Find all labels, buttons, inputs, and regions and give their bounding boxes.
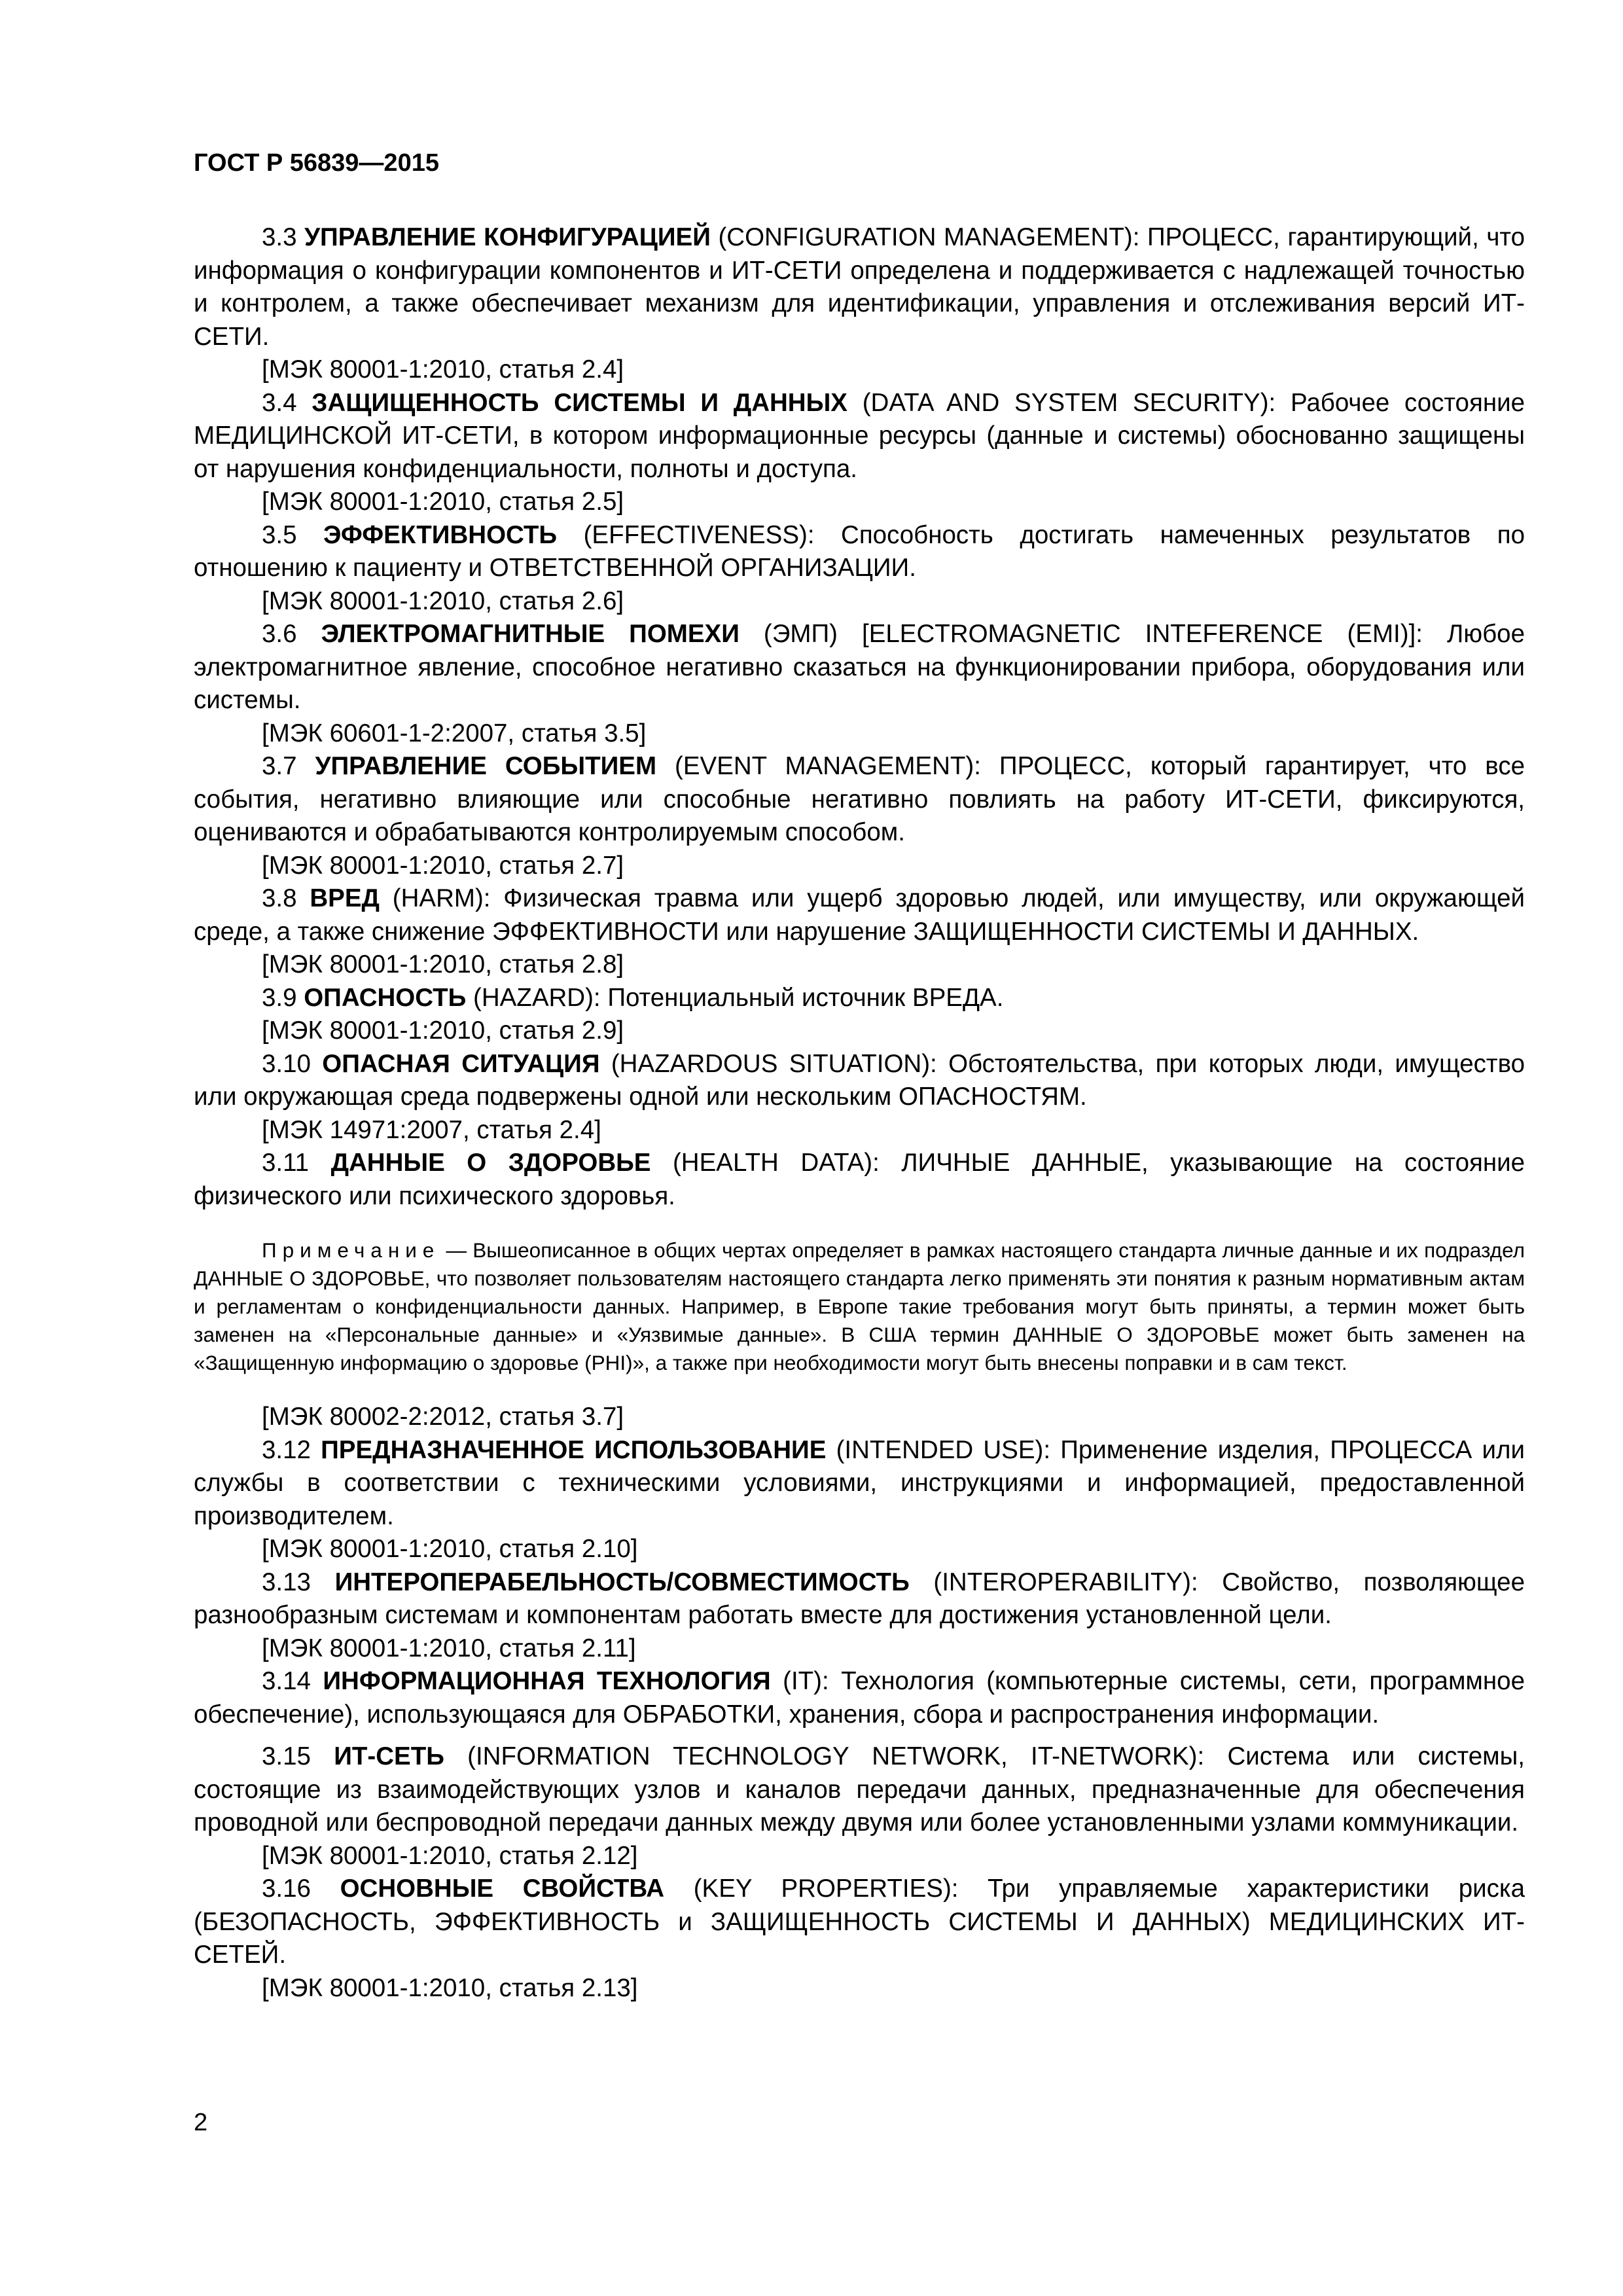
note-text: — Вышеописанное в общих чертах определяет в рамках настоящего стандарта личные данные и их подраздел ДАННЫЕ О ЗДОРОВЬЕ, что позволяет пользователям настоящего стандарта легко применять эти понятия к разным нормативным актам и регламентам о конфиденциальности данных. Например, в Европе такие требования могут быть приняты, а термин может быть заменен на «Персональные данные» и «Уязвимые данные». В США термин ДАННЫЕ О ЗДОРОВЬЕ может быть заменен на «Защищенную информацию о здоровье (PHI)», а также при необходимости могут быть внесены поправки и в сам текст. (194, 1238, 1525, 1374)
definition-3-8 (194, 882, 1525, 948)
definition-number: 3.3 (262, 223, 297, 251)
definition-term: ЗАЩИЩЕННОСТЬ СИСТЕМЫ И ДАННЫХ (312, 388, 847, 417)
definition-text: (INTEROPERABILITY): Свойство, позволяющее разнообразным системам и компонентам работать вместе для достижения установленной цели. (194, 1568, 1525, 1629)
definition-3-7 (194, 750, 1525, 850)
definition-text: (HARM): Физическая травма или ущерб здоровью людей, или имуществу, или окружающей среде, а также снижение ЭФФЕКТИВНОСТИ или нарушение ЗАЩИЩЕННОСТИ СИСТЕМЫ И ДАННЫХ. (194, 884, 1525, 946)
definition-number: 3.4 (262, 388, 297, 417)
definition-text: (DATA AND SYSTEM SECURITY): Рабочее состояние МЕДИЦИНСКОЙ ИТ-СЕТИ, в котором информационные ресурсы (данные и системы) обоснованно защищены от нарушения конфиденциальности, полноты и доступа. (194, 388, 1525, 483)
definition-3-6 (194, 618, 1525, 717)
definition-term: ОПАСНАЯ СИТУАЦИЯ (322, 1049, 600, 1078)
definition-reference: [МЭК 80001-1:2010, статья 2.11] (262, 1634, 636, 1662)
definition-3-12 (194, 1434, 1525, 1534)
definition-number: 3.7 (262, 752, 297, 780)
definition-reference: [МЭК 80001-1:2010, статья 2.6] (262, 586, 624, 615)
document-body (194, 221, 1525, 2005)
definition-term: ИНФОРМАЦИОННАЯ ТЕХНОЛОГИЯ (323, 1667, 771, 1695)
definition-text: (ЭМП) [ELECTROMAGNETIC INTEFERENCE (EMI)]: Любое электромагнитное явление, способное негативно сказаться на функционировании прибора, оборудования или системы. (194, 620, 1525, 714)
definition-3-16 (194, 1873, 1525, 1972)
definition-term: ЭФФЕКТИВНОСТЬ (323, 520, 558, 549)
note-paragraph (194, 1236, 1525, 1377)
definition-term: УПРАВЛЕНИЕ КОНФИГУРАЦИЕЙ (304, 223, 711, 251)
definition-reference: [МЭК 60601-1-2:2007, статья 3.5] (262, 719, 647, 747)
definition-3-14 (194, 1665, 1525, 1731)
definition-reference: [МЭК 80001-1:2010, статья 2.8] (262, 950, 624, 978)
definition-number: 3.5 (262, 520, 297, 549)
definition-term: УПРАВЛЕНИЕ СОБЫТИЕМ (315, 752, 657, 780)
definition-term: ОСНОВНЫЕ СВОЙСТВА (340, 1874, 665, 1903)
definition-term: ЭЛЕКТРОМАГНИТНЫЕ ПОМЕХИ (321, 620, 740, 648)
definition-number: 3.16 (262, 1874, 311, 1903)
definition-3-15 (194, 1740, 1525, 1840)
definition-text: (INFORMATION TECHNOLOGY NETWORK, IT-NETWORK): Система или системы, состоящие из взаимодействующих узлов и каналов передачи данных, предназначенные для обеспечения проводной или беспроводной передачи данных между двумя или более установленными узлами коммуникации. (194, 1742, 1525, 1837)
definition-text: (CONFIGURATION MANAGEMENT): ПРОЦЕСС, гарантирующий, что информация о конфигурации компонентов и ИТ-СЕТИ определена и поддерживается с надлежащей точностью и контролем, а также обеспечивает механизм для идентификации, управления и отслеживания версий ИТ-СЕТИ. (194, 223, 1525, 351)
definition-text: (HAZARDOUS SITUATION): Обстоятельства, при которых люди, имущество или окружающая среда подвержены одной или нескольким ОПАСНОСТЯМ. (194, 1049, 1525, 1111)
definition-reference: [МЭК 80001-1:2010, статья 2.5] (262, 488, 624, 516)
definition-number: 3.9 (262, 983, 297, 1012)
definition-3-4 (194, 387, 1525, 486)
definition-reference: [МЭК 80001-1:2010, статья 2.13] (262, 1973, 638, 2002)
definition-3-11 (194, 1147, 1525, 1213)
definition-number: 3.8 (262, 884, 297, 912)
definition-number: 3.6 (262, 620, 297, 648)
definition-text: (EVENT MANAGEMENT): ПРОЦЕСС, который гарантирует, что все события, негативно влияющие или способные негативно повлиять на работу ИТ-СЕТИ, фиксируются, оцениваются и обрабатываются контролируемым способом. (194, 752, 1525, 846)
definition-number: 3.15 (262, 1742, 311, 1770)
definition-number: 3.13 (262, 1568, 311, 1596)
definition-term: ВРЕД (310, 884, 380, 912)
page-number: 2 (194, 2109, 208, 2136)
definition-term: ИНТЕРОПЕРАБЕЛЬНОСТЬ/СОВМЕСТИМОСТЬ (334, 1568, 910, 1596)
definition-3-3 (194, 221, 1525, 353)
definition-reference: [МЭК 14971:2007, статья 2.4] (262, 1115, 601, 1144)
definition-reference: [МЭК 80001-1:2010, статья 2.9] (262, 1016, 624, 1045)
definition-reference: [МЭК 80001-1:2010, статья 2.12] (262, 1841, 638, 1870)
definition-term: ДАННЫЕ О ЗДОРОВЬЕ (330, 1149, 651, 1177)
definition-reference: [МЭК 80001-1:2010, статья 2.4] (262, 355, 624, 384)
definition-text: (KEY PROPERTIES): Три управляемые характеристики риска (БЕЗОПАСНОСТЬ, ЭФФЕКТИВНОСТЬ и ЗАЩИЩЕННОСТЬ СИСТЕМЫ И ДАННЫХ) МЕДИЦИНСКИХ ИТ-СЕТЕЙ. (194, 1874, 1525, 1969)
definition-text: (IT): Технология (компьютерные системы, сети, программное обеспечение), использующаяся для ОБРАБОТКИ, хранения, сбора и распространения информации. (194, 1667, 1525, 1729)
document-code-header: ГОСТ Р 56839—2015 (194, 149, 439, 177)
definition-number: 3.10 (262, 1049, 311, 1078)
definition-number: 3.12 (262, 1435, 311, 1464)
definition-reference: [МЭК 80001-1:2010, статья 2.10] (262, 1535, 638, 1563)
definition-reference: [МЭК 80001-1:2010, статья 2.7] (262, 851, 624, 880)
definition-text: (HAZARD): Потенциальный источник ВРЕДА. (466, 983, 1004, 1012)
definition-3-10 (194, 1048, 1525, 1114)
definition-3-5 (194, 519, 1525, 585)
note-reference: [МЭК 80002-2:2012, статья 3.7] (262, 1403, 624, 1431)
definition-term: ИТ-СЕТЬ (334, 1742, 444, 1770)
definition-number: 3.14 (262, 1667, 311, 1695)
note-label: Примечание (262, 1238, 440, 1262)
definition-text: (EFFECTIVENESS): Способность достигать намеченных результатов по отношению к пациенту и ОТВЕТСТВЕННОЙ ОРГАНИЗАЦИИ. (194, 520, 1525, 582)
definition-number: 3.11 (262, 1149, 310, 1177)
definition-text: (INTENDED USE): Применение изделия, ПРОЦЕССА или службы в соответствии с техническими условиями, инструкциями и информацией, предоставленной производителем. (194, 1435, 1525, 1530)
definition-3-9 (194, 982, 1525, 1015)
definition-3-13 (194, 1566, 1525, 1632)
definition-term: ПРЕДНАЗНАЧЕННОЕ ИСПОЛЬЗОВАНИЕ (321, 1435, 827, 1464)
definition-text: (HEALTH DATA): ЛИЧНЫЕ ДАННЫЕ, указывающие на состояние физического или психического здоровья. (194, 1149, 1525, 1210)
definition-term: ОПАСНОСТЬ (304, 983, 467, 1012)
